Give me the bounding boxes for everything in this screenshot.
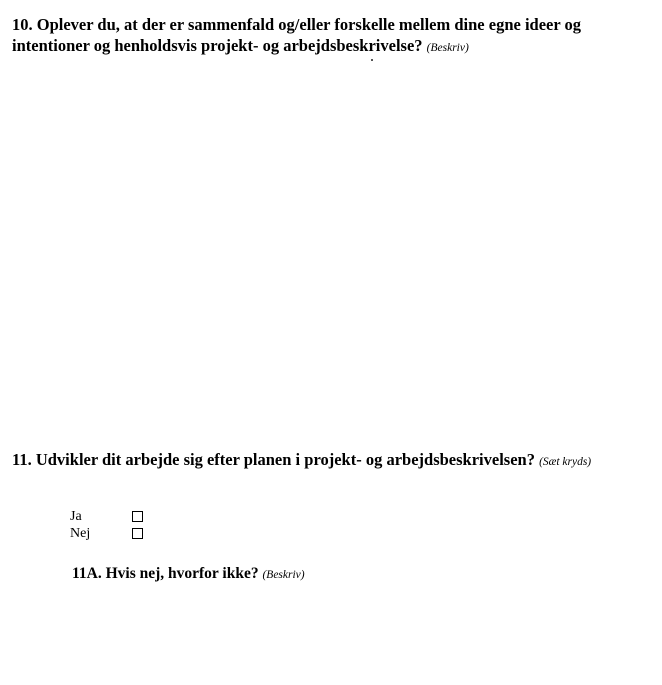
option-nej (70, 525, 143, 542)
question-10-hint: (Beskriv) (426, 42, 469, 54)
option-ja-checkbox[interactable] (132, 511, 143, 522)
question-11 (12, 449, 652, 473)
question-11-text: 11. Udvikler dit arbejde sig efter planen i projekt- og arbejdsbeskrivelsen? (12, 450, 535, 469)
question-11a (72, 564, 305, 585)
speck-mark (371, 59, 373, 61)
question-11a-hint: (Beskriv) (262, 569, 305, 581)
question-10 (12, 14, 652, 59)
answer-options (70, 508, 143, 542)
option-nej-checkbox[interactable] (132, 528, 143, 539)
question-11a-text: 11A. Hvis nej, hvorfor ikke? (72, 565, 259, 582)
question-11-hint: (Sæt kryds) (539, 456, 592, 468)
question-10-text: 10. Oplever du, at der er sammenfald og/eller forskelle mellem dine egne ideer og intentioner og henholdsvis projekt- og arbejdsbeskrivelse? (12, 15, 582, 55)
option-nej-label: Nej (70, 525, 91, 541)
option-ja (70, 508, 143, 525)
option-ja-label: Ja (70, 508, 82, 524)
